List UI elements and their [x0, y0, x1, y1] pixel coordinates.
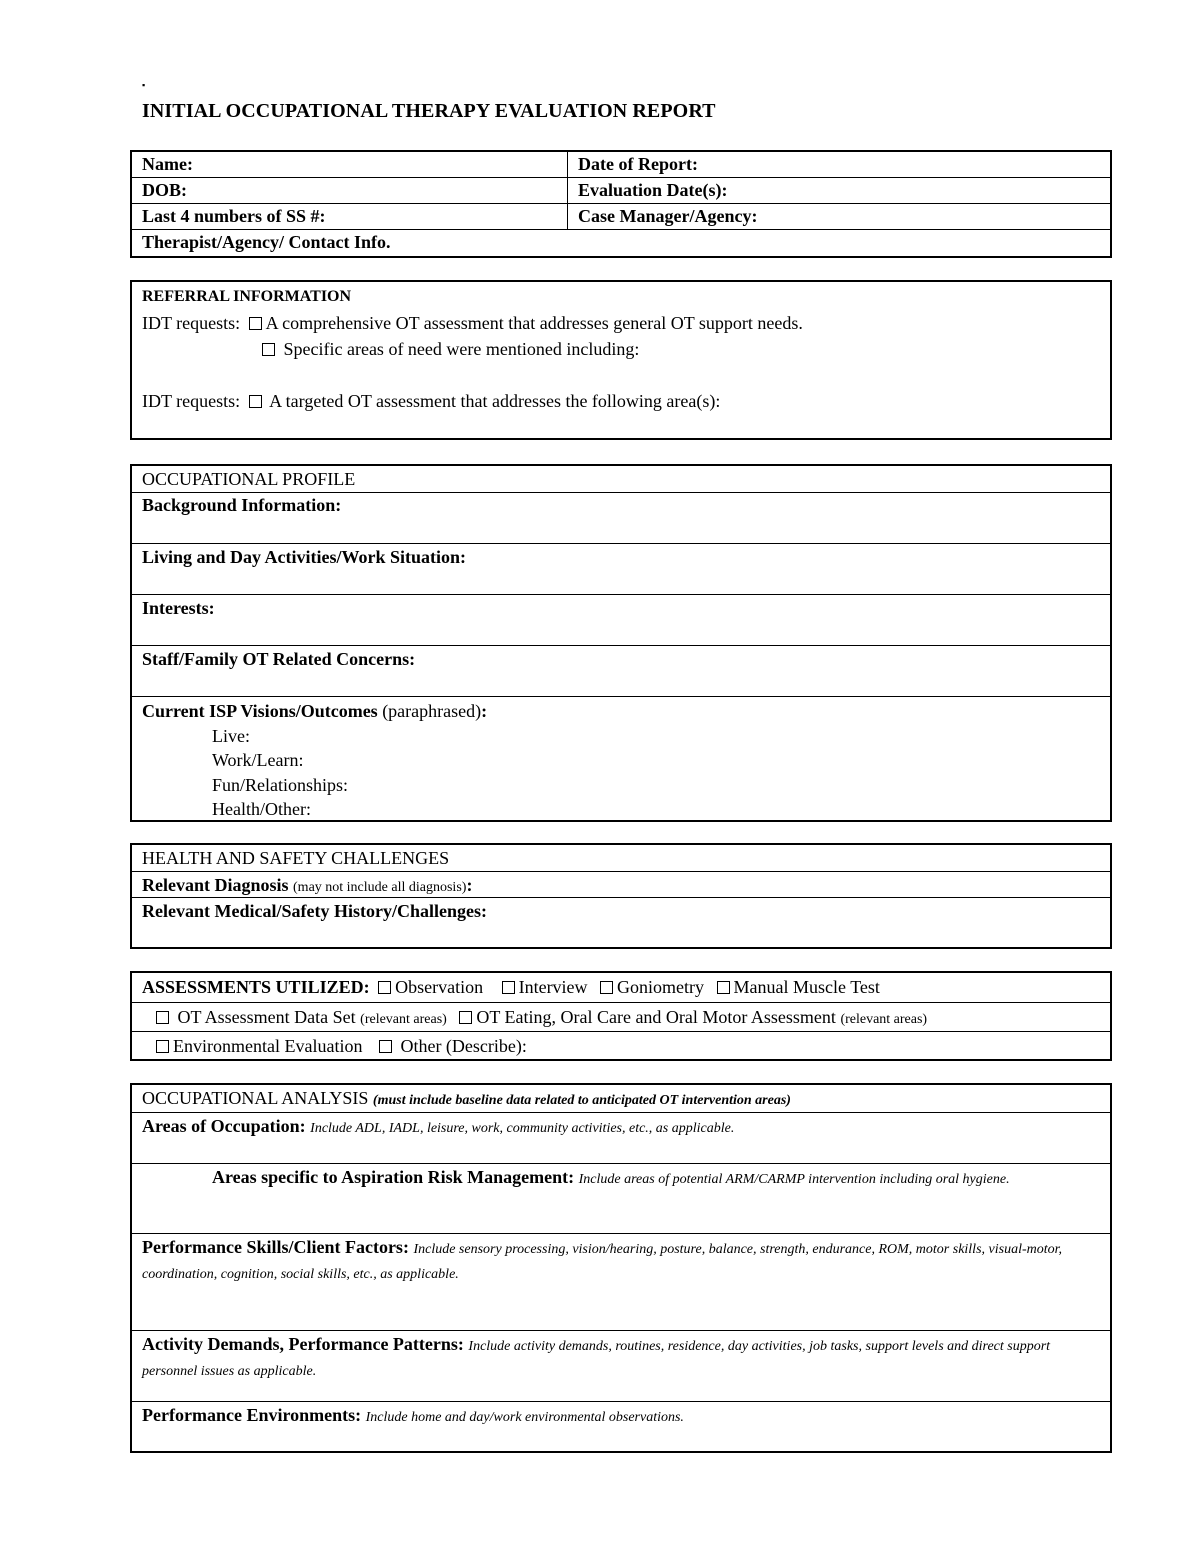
ot-eating-checkbox[interactable]	[459, 1011, 472, 1024]
relevant-areas-note-2: (relevant areas)	[840, 1012, 928, 1027]
other-label: Other (Describe):	[400, 1036, 527, 1056]
aspiration-text	[142, 1166, 1100, 1191]
areas-field[interactable]	[132, 1112, 1110, 1163]
environments-field[interactable]	[132, 1401, 1110, 1451]
interview-label: Interview	[518, 977, 588, 997]
isp-work: Work/Learn:	[212, 750, 304, 770]
assessments-row-1	[132, 973, 1110, 1002]
comprehensive-label: A comprehensive OT assessment that addresses general OT support needs.	[265, 313, 803, 333]
id-row-therapist	[132, 229, 1110, 256]
aspiration-note: Include areas of potential ARM/CARMP intervention including oral hygiene.	[578, 1172, 1010, 1187]
ot-data-set-label: OT Assessment Data Set	[177, 1007, 356, 1027]
living-field[interactable]: Living and Day Activities/Work Situation:	[132, 543, 1110, 594]
health-section	[130, 843, 1112, 949]
analysis-heading-row	[132, 1085, 1110, 1112]
name-field[interactable]: Name:	[132, 152, 568, 177]
activity-note: Include activity demands, routines, residence, day activities, job tasks, support levels and direct support personnel issues as applicable.	[142, 1339, 1051, 1379]
assessments-section	[130, 971, 1112, 1061]
referral-line-targeted	[142, 388, 1100, 414]
observation-label: Observation	[395, 977, 484, 997]
aspiration-label: Areas specific to Aspiration Risk Management:	[212, 1167, 575, 1187]
isp-fun: Fun/Relationships:	[212, 774, 349, 795]
identification-table	[130, 150, 1112, 258]
id-row-ss	[132, 203, 1110, 229]
performance-field[interactable]	[132, 1233, 1110, 1330]
goniometry-checkbox[interactable]	[600, 981, 613, 994]
document-title: INITIAL OCCUPATIONAL THERAPY EVALUATION REPORT	[142, 100, 716, 122]
diagnosis-colon: :	[466, 875, 473, 895]
goniometry-label: Goniometry	[617, 977, 705, 997]
health-heading: HEALTH AND SAFETY CHALLENGES	[142, 848, 450, 868]
areas-label: Areas of Occupation:	[142, 1116, 306, 1136]
diagnosis-label: Relevant Diagnosis	[142, 875, 289, 895]
therapist-field[interactable]: Therapist/Agency/ Contact Info.	[142, 232, 391, 252]
isp-label: Current ISP Visions/Outcomes	[142, 701, 378, 721]
case-manager-field[interactable]: Case Manager/Agency:	[578, 206, 758, 226]
activity-field[interactable]	[132, 1330, 1110, 1401]
referral-heading: REFERRAL INFORMATION	[142, 288, 352, 305]
interests-field[interactable]: Interests:	[132, 594, 1110, 645]
specific-label: Specific areas of need were mentioned including:	[283, 339, 640, 359]
ot-eating-label: OT Eating, Oral Care and Oral Motor Assessment	[476, 1007, 836, 1027]
targeted-label: A targeted OT assessment that addresses the following area(s):	[269, 391, 721, 411]
id-row-dob	[132, 177, 1110, 203]
relevant-areas-note-1: (relevant areas)	[360, 1012, 447, 1027]
ss-field[interactable]: Last 4 numbers of SS #:	[132, 204, 568, 229]
referral-line-specific	[142, 336, 1100, 362]
targeted-checkbox[interactable]	[249, 395, 262, 408]
diagnosis-note: (may not include all diagnosis)	[293, 880, 467, 895]
observation-checkbox[interactable]	[378, 981, 391, 994]
dob-field[interactable]: DOB:	[132, 178, 568, 203]
isp-label-line	[142, 699, 1100, 724]
activity-label: Activity Demands, Performance Patterns:	[142, 1334, 464, 1354]
isp-health: Health/Other:	[212, 799, 311, 819]
performance-note: Include sensory processing, vision/hearing, posture, balance, strength, endurance, ROM, motor skills, visual-motor, coordination, cognition, social skills, etc., as applicable.	[142, 1242, 1063, 1282]
concerns-field[interactable]: Staff/Family OT Related Concerns:	[132, 645, 1110, 696]
assessments-heading: ASSESSMENTS UTILIZED:	[142, 977, 370, 997]
profile-heading: OCCUPATIONAL PROFILE	[142, 469, 356, 489]
assessments-row-3	[132, 1031, 1110, 1059]
specific-checkbox[interactable]	[262, 343, 275, 356]
date-of-report-field[interactable]: Date of Report:	[578, 154, 698, 174]
manual-muscle-label: Manual Muscle Test	[733, 977, 880, 997]
areas-note: Include ADL, IADL, leisure, work, community activities, etc., as applicable.	[310, 1121, 735, 1136]
isp-note: (paraphrased)	[382, 701, 482, 721]
history-field[interactable]: Relevant Medical/Safety History/Challenges:	[132, 897, 1110, 947]
idt-requests-label-2: IDT requests:	[142, 391, 241, 411]
evaluation-dates-field[interactable]: Evaluation Date(s):	[578, 180, 728, 200]
diagnosis-field[interactable]	[132, 871, 1110, 897]
analysis-section	[130, 1083, 1112, 1453]
environments-label: Performance Environments:	[142, 1405, 362, 1425]
isp-field[interactable]	[132, 696, 1110, 820]
aspiration-field[interactable]	[132, 1163, 1110, 1233]
performance-label: Performance Skills/Client Factors:	[142, 1237, 409, 1257]
interview-checkbox[interactable]	[502, 981, 515, 994]
environmental-checkbox[interactable]	[156, 1040, 169, 1053]
other-checkbox[interactable]	[379, 1040, 392, 1053]
manual-muscle-checkbox[interactable]	[717, 981, 730, 994]
environmental-label: Environmental Evaluation	[173, 1036, 363, 1056]
referral-line-comprehensive	[142, 310, 1100, 336]
assessments-row-2	[132, 1002, 1110, 1031]
ot-data-set-checkbox[interactable]	[156, 1011, 169, 1024]
idt-requests-label: IDT requests:	[142, 313, 241, 333]
referral-spacer	[142, 362, 1100, 388]
isp-colon: :	[481, 701, 488, 721]
page-marker: ▪	[142, 80, 146, 90]
analysis-heading: OCCUPATIONAL ANALYSIS	[142, 1088, 369, 1108]
isp-live: Live:	[212, 725, 250, 746]
profile-section	[130, 464, 1112, 822]
referral-section	[130, 280, 1112, 440]
environments-note: Include home and day/work environmental observations.	[365, 1410, 684, 1425]
background-field[interactable]: Background Information:	[132, 492, 1110, 543]
comprehensive-checkbox[interactable]	[249, 317, 262, 330]
id-row-name	[132, 152, 1110, 177]
analysis-heading-note: (must include baseline data related to anticipated OT intervention areas)	[372, 1093, 791, 1108]
